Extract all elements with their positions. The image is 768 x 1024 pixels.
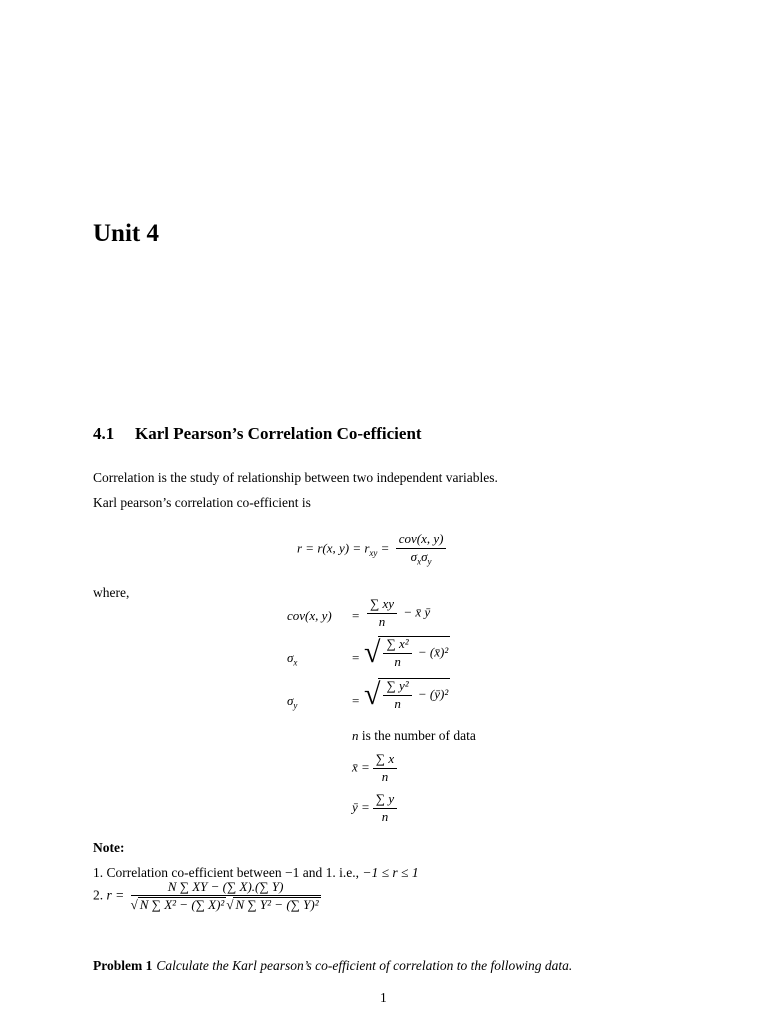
n-description <box>352 728 476 744</box>
sigma-y-rhs <box>364 678 450 712</box>
sigma-y-lhs <box>287 693 297 711</box>
main-formula-denominator <box>411 549 432 567</box>
sqrt-icon: √ <box>364 636 381 670</box>
main-formula-eq: = <box>377 540 393 556</box>
problem-text: Calculate the Karl pearson’s co-efficient of correlation to the following data. <box>156 958 573 973</box>
ybar-numerator: ∑ y <box>373 792 397 809</box>
xbar-formula <box>352 752 400 785</box>
xbar-numerator: ∑ x <box>373 752 397 769</box>
intro-line-2: Karl pearson’s correlation co-efficient is <box>93 495 311 510</box>
sigma-x-sub: x <box>293 657 298 668</box>
intro-line-1: Correlation is the study of relationship between two independent variables. <box>93 470 498 485</box>
sigma-x-denominator: n <box>394 653 401 669</box>
main-formula-numerator: cov(x, y) <box>396 532 447 549</box>
sigma-symbol-2: σ <box>421 548 428 564</box>
ybar-denominator: n <box>381 808 389 824</box>
unit-title: Unit 4 <box>93 220 159 247</box>
sigma-x-lhs <box>287 650 297 668</box>
sigma-y-tail: − (ȳ)² <box>414 686 449 702</box>
note-item-2-fraction <box>131 880 321 913</box>
sigma-x-symbol: σ <box>287 650 294 665</box>
cov-eq-sign: = <box>352 608 360 623</box>
section-number: 4.1 <box>93 424 115 443</box>
section-heading <box>93 424 422 444</box>
n-variable: n <box>352 728 359 743</box>
sigma-y-denominator: n <box>394 695 401 711</box>
sigma-y-numerator: ∑ y² <box>383 679 411 696</box>
problem-label: Problem 1 <box>93 958 153 973</box>
sigma-sub-y: y <box>427 556 432 567</box>
note-item-2-denominator: √ N ∑ X² − (∑ X)² √ N ∑ Y² − (∑ Y)² <box>130 896 319 912</box>
note-item-2-prefix: 2. <box>93 887 107 903</box>
ybar-formula <box>352 792 400 825</box>
main-formula <box>297 532 449 567</box>
sigma-x-tail: − (x̄)² <box>414 644 449 660</box>
note-item-2-lhs: r = <box>106 887 125 903</box>
note-item-2-den-a: N ∑ X² − (∑ X)² <box>139 896 225 912</box>
note-item-2 <box>93 880 324 913</box>
section-title: Karl Pearson’s Correlation Co-efficient <box>135 424 422 443</box>
note-item-2-numerator: N ∑ XY − (∑ X).(∑ Y) <box>167 879 284 894</box>
note-label: Note: <box>93 840 125 855</box>
cov-denominator: n <box>378 613 386 629</box>
sigma-y-sub: y <box>293 700 298 711</box>
sigma-x-eq-sign: = <box>352 650 360 665</box>
sigma-symbol: σ <box>410 548 418 564</box>
sigma-x-rhs <box>364 636 450 670</box>
cov-lhs: cov(x, y) <box>287 608 332 623</box>
cov-tail: − x̄ ȳ <box>400 604 431 620</box>
cov-rhs <box>364 597 430 630</box>
note-item-2-den-b: N ∑ Y² − (∑ Y)² <box>235 896 319 912</box>
page-number: 1 <box>380 990 387 1005</box>
main-formula-fraction <box>396 532 447 567</box>
where-label: where, <box>93 585 130 600</box>
problem-statement <box>93 958 572 974</box>
xbar-denominator: n <box>381 768 389 784</box>
cov-numerator: ∑ xy <box>367 597 397 614</box>
note-item-1-math: −1 ≤ r ≤ 1 <box>362 865 419 880</box>
sigma-y-symbol: σ <box>287 693 294 708</box>
sigma-y-eq-sign: = <box>352 693 360 708</box>
sigma-sub-x: x <box>417 556 422 567</box>
main-formula-lhs: r = r(x, y) = r <box>297 540 370 556</box>
sigma-x-numerator: ∑ x² <box>383 637 411 654</box>
n-description-text: is the number of data <box>358 728 476 743</box>
main-formula-lhs-sub: xy <box>369 548 378 559</box>
ybar-lhs: ȳ = <box>352 799 370 815</box>
note-item-1-text: 1. Correlation co-efficient between −1 and 1. i.e., <box>93 865 363 880</box>
xbar-lhs: x̄ = <box>352 759 370 775</box>
sqrt-icon: √ <box>364 678 381 712</box>
